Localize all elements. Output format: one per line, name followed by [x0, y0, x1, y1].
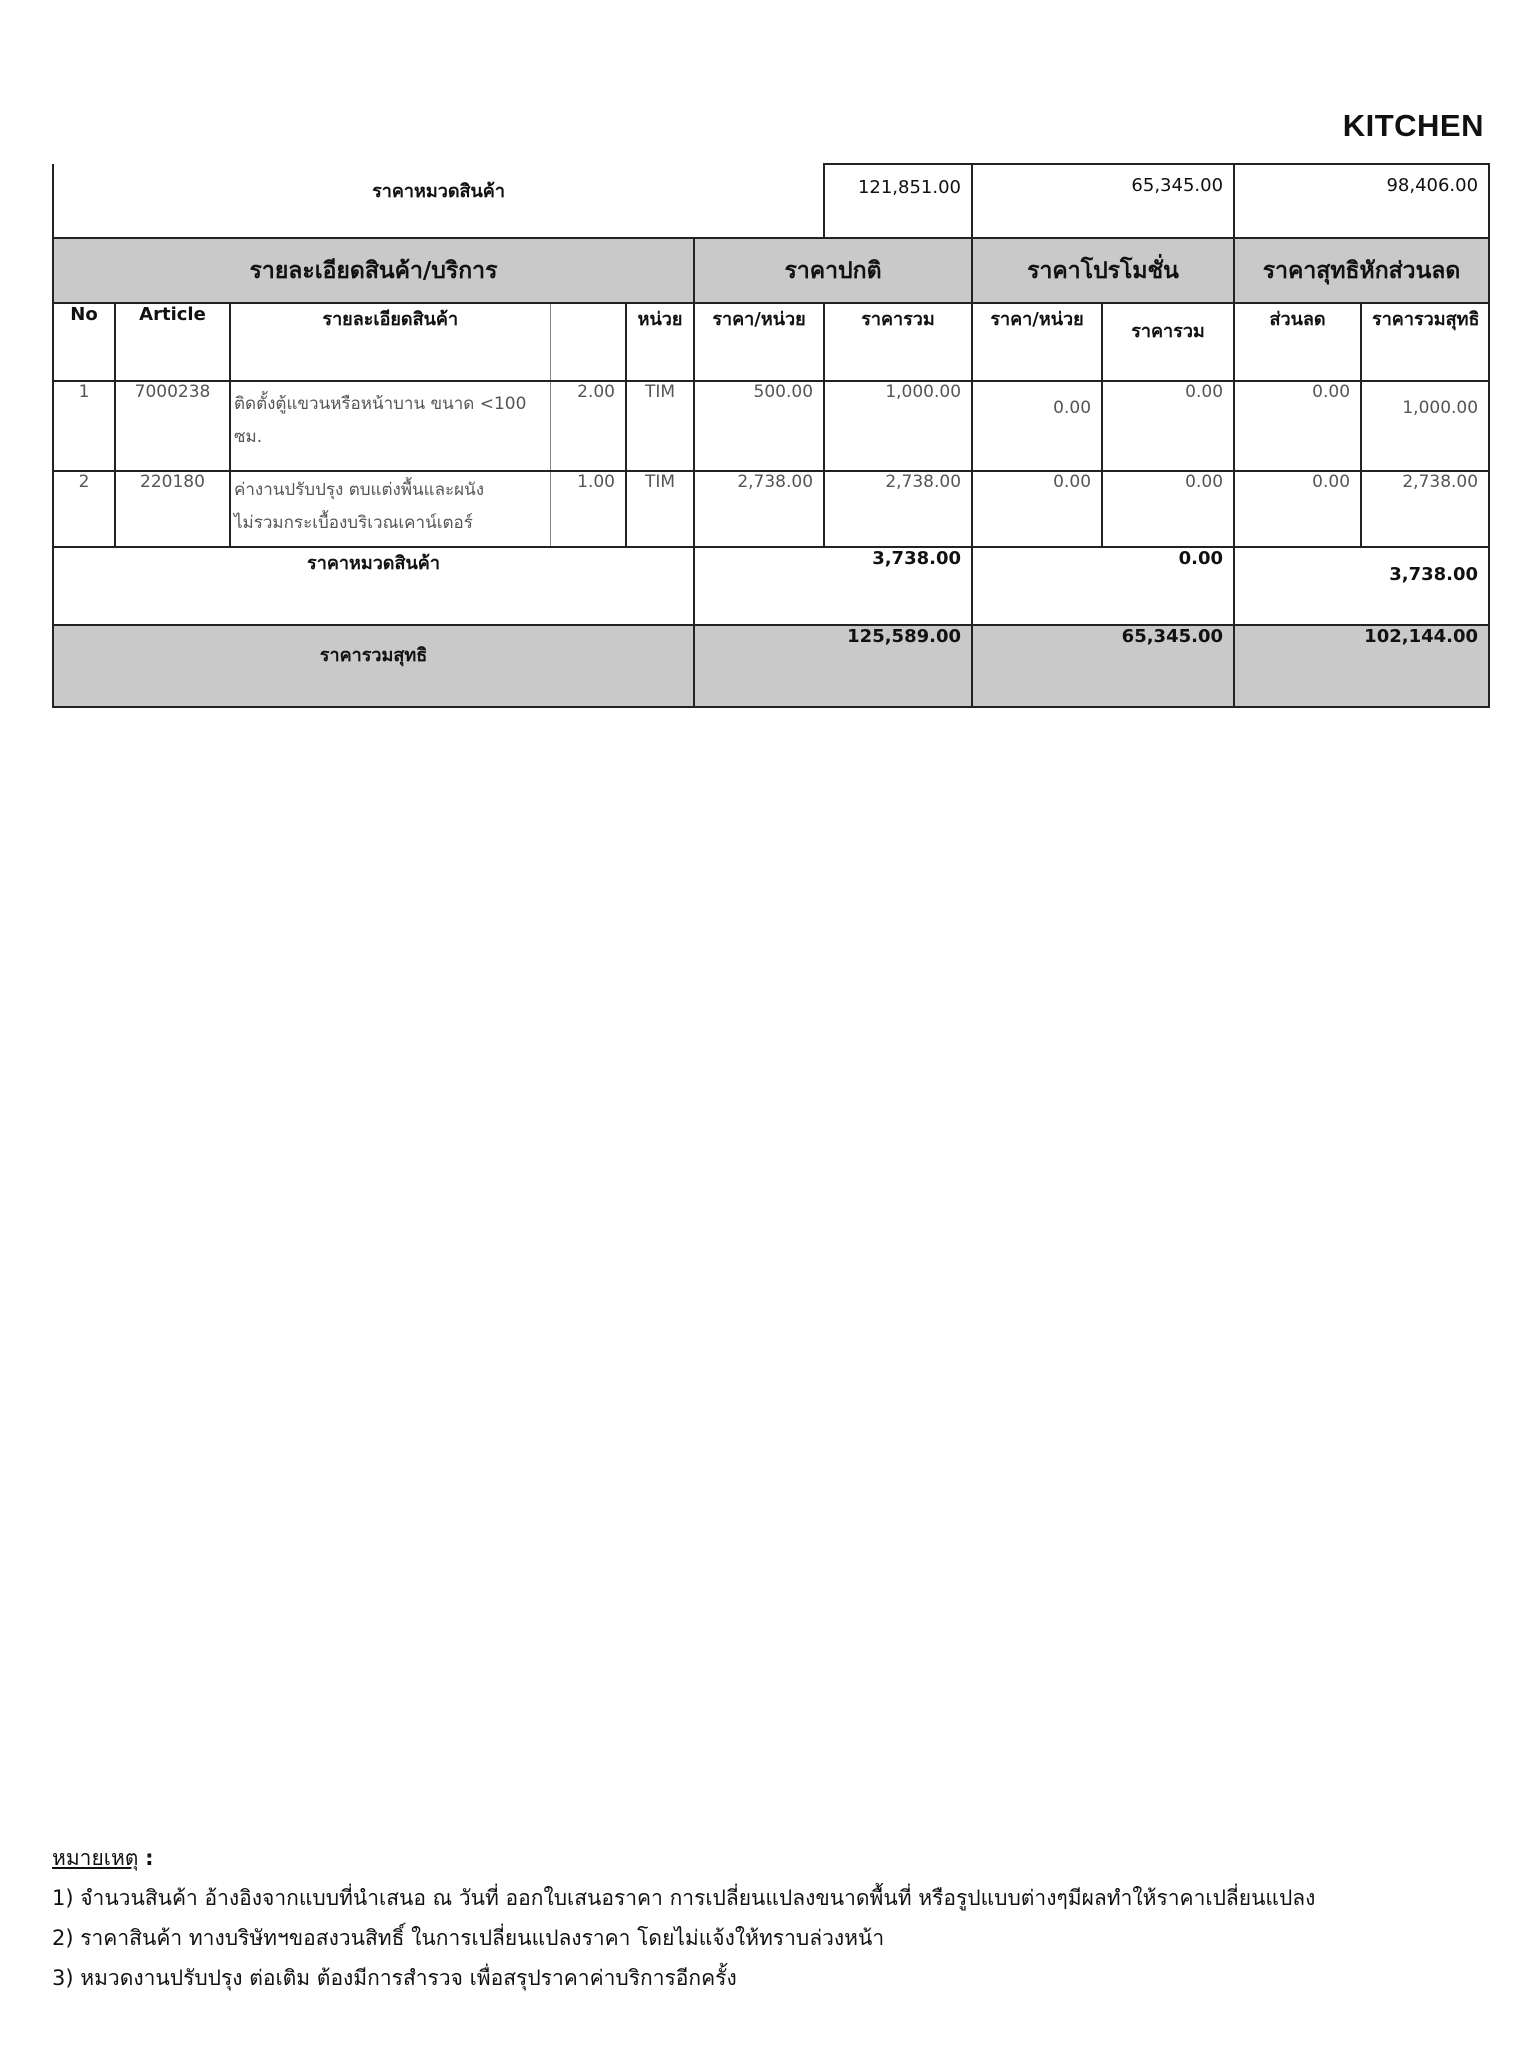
item-promo-total: 0.00 [1102, 381, 1234, 471]
subtotal-promo: 0.00 [972, 547, 1234, 625]
item-unit: TIM [626, 471, 694, 547]
table-row [53, 381, 1489, 471]
item-promo-unit-price: 0.00 [972, 381, 1102, 471]
col-normal-unit-price: ราคา/หน่วย [694, 303, 824, 381]
item-promo-unit-price: 0.00 [972, 471, 1102, 547]
category-subtotal-row [53, 547, 1489, 625]
item-discount: 0.00 [1234, 471, 1361, 547]
col-promo-unit-price: ราคา/หน่วย [972, 303, 1102, 381]
previous-category-subtotal-row [53, 164, 1489, 238]
grand-total-row [53, 625, 1489, 707]
notes-heading [52, 1838, 1315, 1878]
section-title: KITCHEN [1342, 108, 1484, 143]
col-unit: หน่วย [626, 303, 694, 381]
col-discount: ส่วนลด [1234, 303, 1361, 381]
subtotal-net: 3,738.00 [1234, 547, 1489, 625]
item-no: 1 [53, 381, 115, 471]
col-article: Article [115, 303, 230, 381]
quotation-table [52, 163, 1490, 708]
item-article: 220180 [115, 471, 230, 547]
subtotal-label: ราคาหมวดสินค้า [53, 164, 824, 238]
item-description [230, 471, 550, 547]
note-line: 1) จำนวนสินค้า อ้างอิงจากแบบที่นำเสนอ ณ วันที่ ออกใบเสนอราคา การเปลี่ยนแปลงขนาดพื้นที่ หรือรูปแบบต่างๆมีผลทำให้ราคาเปลี่ยนแปลง [52, 1886, 1316, 1910]
promo-total-cell: 65,345.00 [972, 164, 1234, 238]
col-no: No [53, 303, 115, 381]
column-header-row [53, 303, 1489, 381]
note-line: 3) หมวดงานปรับปรุง ต่อเติม ต้องมีการสำรวจ เพื่อสรุปราคาค่าบริการอีกครั้ง [52, 1966, 737, 1990]
item-promo-total: 0.00 [1102, 471, 1234, 547]
col-quantity [550, 303, 626, 381]
item-quantity: 2.00 [550, 381, 626, 471]
group-header-row [53, 238, 1489, 303]
subtotal-label: ราคาหมวดสินค้า [53, 547, 694, 625]
col-promo-total: ราคารวม [1102, 303, 1234, 381]
note-line: 2) ราคาสินค้า ทางบริษัทฯขอสงวนสิทธิ์ ในการเปลี่ยนแปลงราคา โดยไม่แจ้งให้ทราบล่วงหน้า [52, 1926, 885, 1950]
notes-title: หมายเหตุ [52, 1846, 139, 1870]
header-details: รายละเอียดสินค้า/บริการ [53, 238, 694, 303]
item-normal-total: 1,000.00 [824, 381, 972, 471]
normal-total-cell: 121,851.00 [824, 164, 972, 238]
header-net-price: ราคาสุทธิหักส่วนลด [1234, 238, 1489, 303]
item-normal-unit-price: 500.00 [694, 381, 824, 471]
item-description-line2: ไม่รวมกระเบื้องบริเวณเคาน์เตอร์ [234, 513, 473, 533]
header-promo-price: ราคาโปรโมชั่น [972, 238, 1234, 303]
notes-section [52, 1838, 1315, 1998]
item-description-line1: ค่างานปรับปรุง ตบแต่งพื้นและผนัง [234, 480, 485, 500]
grand-total-label: ราคารวมสุทธิ [53, 625, 694, 707]
item-normal-total: 2,738.00 [824, 471, 972, 547]
item-unit: TIM [626, 381, 694, 471]
col-description: รายละเอียดสินค้า [230, 303, 550, 381]
col-normal-total: ราคารวม [824, 303, 972, 381]
item-discount: 0.00 [1234, 381, 1361, 471]
item-net-total: 2,738.00 [1361, 471, 1489, 547]
table-row [53, 471, 1489, 547]
net-total-cell: 98,406.00 [1234, 164, 1489, 238]
grand-total-net: 102,144.00 [1234, 625, 1489, 707]
header-normal-price: ราคาปกติ [694, 238, 972, 303]
item-quantity: 1.00 [550, 471, 626, 547]
item-description-line1: ติดตั้งตู้แขวนหรือหน้าบาน ขนาด <100 ซม. [234, 394, 527, 447]
notes-colon: : [145, 1846, 154, 1870]
item-normal-unit-price: 2,738.00 [694, 471, 824, 547]
item-article: 7000238 [115, 381, 230, 471]
col-net-total: ราคารวมสุทธิ [1361, 303, 1489, 381]
grand-total-promo: 65,345.00 [972, 625, 1234, 707]
subtotal-normal: 3,738.00 [694, 547, 972, 625]
item-description [230, 381, 550, 471]
item-no: 2 [53, 471, 115, 547]
item-net-total: 1,000.00 [1361, 381, 1489, 471]
grand-total-normal: 125,589.00 [694, 625, 972, 707]
